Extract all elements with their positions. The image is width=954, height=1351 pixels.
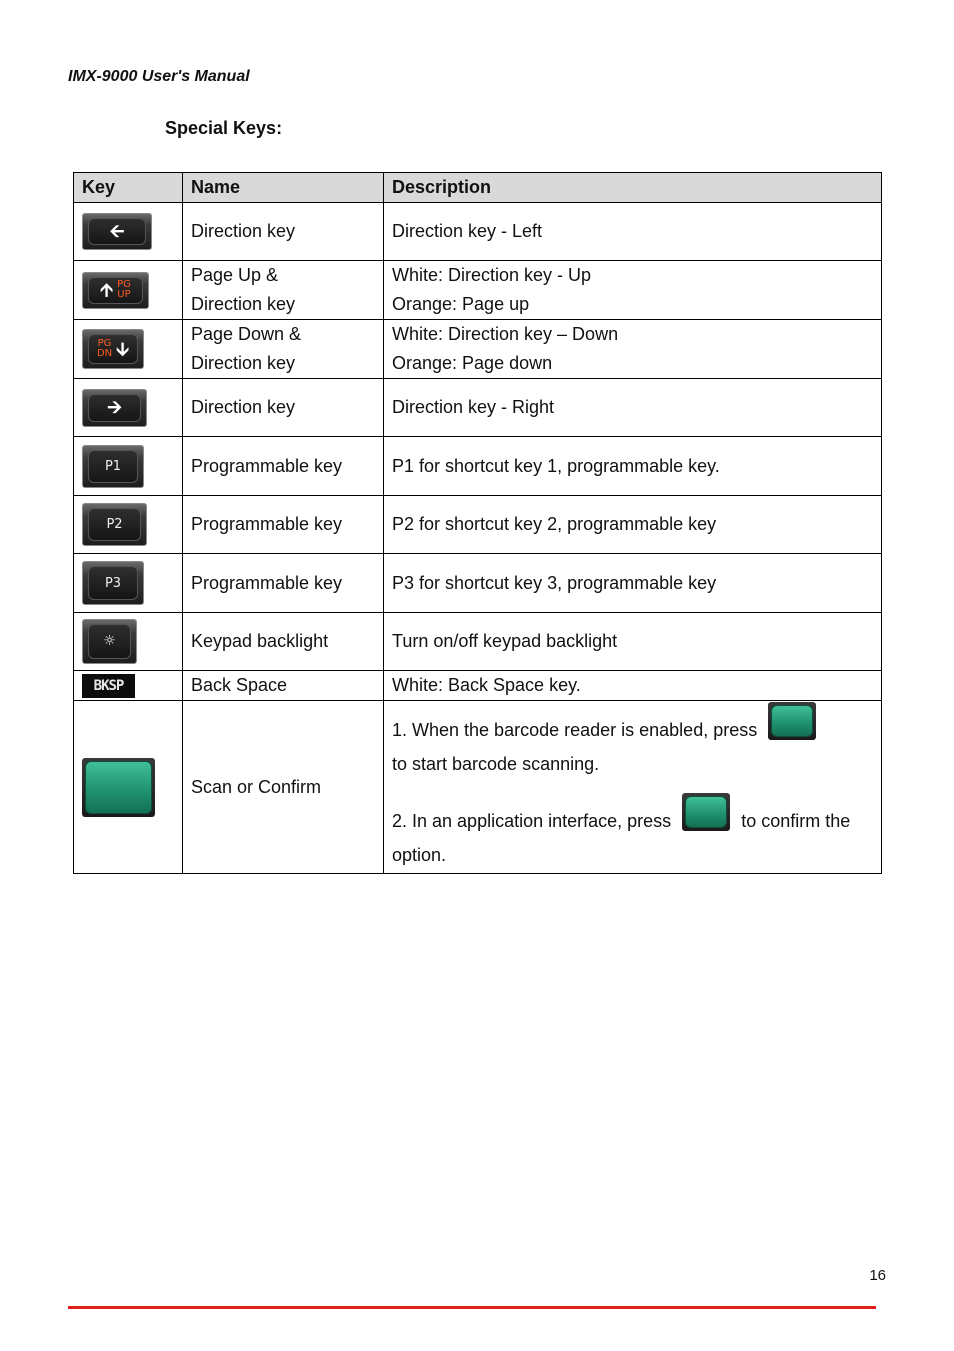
key-name: Back Space: [191, 675, 288, 695]
scan-key-icon: [82, 758, 155, 817]
key-cell: [74, 671, 183, 701]
description-cell: [384, 203, 882, 261]
backspace-key-icon: BKSP: [82, 674, 135, 698]
key-description: Direction key - Right: [392, 397, 555, 417]
key-description: Orange: Page down: [392, 353, 553, 373]
key-name: Keypad backlight: [191, 631, 329, 651]
key-cell: [74, 261, 183, 320]
table-row: [74, 613, 882, 671]
scan-description-2: 2. In an application interface, press to confirm the option.: [392, 793, 873, 872]
key-description: White: Direction key – Down: [392, 324, 619, 344]
page-up-key-icon: 🡩 PG UP: [82, 272, 149, 309]
table-header-row: [74, 173, 882, 203]
name-cell: [183, 613, 384, 671]
description-cell: [384, 701, 882, 874]
key-name: Page Up &: [191, 265, 279, 285]
footer-rule: [68, 1306, 876, 1309]
description-cell: [384, 671, 882, 701]
key-description: White: Direction key - Up: [392, 265, 592, 285]
description-cell: [384, 437, 882, 496]
key-description: Orange: Page up: [392, 294, 530, 314]
key-description: Direction key - Left: [392, 221, 543, 241]
description-cell: [384, 496, 882, 554]
name-cell: [183, 701, 384, 874]
key-cell: [74, 203, 183, 261]
table-row: [74, 261, 882, 320]
key-name: Programmable key: [191, 455, 343, 476]
key-name: Direction key: [191, 397, 296, 417]
key-cell: [74, 554, 183, 613]
key-description: P1 for shortcut key 1, programmable key.: [392, 455, 720, 476]
table-row: [74, 203, 882, 261]
key-name: Programmable key: [191, 572, 343, 593]
table-row: [74, 554, 882, 613]
key-cell: [74, 701, 183, 874]
description-cell: [384, 613, 882, 671]
description-cell: [384, 554, 882, 613]
column-header-description: Description: [384, 173, 882, 203]
right-arrow-key-icon: 🡪: [82, 389, 147, 427]
key-description: White: Back Space key.: [392, 675, 581, 695]
table-row: [74, 379, 882, 437]
column-header-key: Key: [74, 173, 183, 203]
name-cell: [183, 496, 384, 554]
page-down-key-icon: PG DN 🡫: [82, 329, 144, 369]
name-cell: [183, 671, 384, 701]
scan-description-1: 1. When the barcode reader is enabled, press to start barcode scanning.: [392, 702, 873, 781]
scan-key-icon: [682, 793, 730, 831]
table-row: [74, 320, 882, 379]
name-cell: [183, 203, 384, 261]
key-cell: [74, 379, 183, 437]
scan-key-icon: [768, 702, 816, 740]
name-cell: [183, 379, 384, 437]
name-cell: [183, 320, 384, 379]
key-name: Scan or Confirm: [191, 776, 322, 797]
table-row: [74, 437, 882, 496]
column-header-name: Name: [183, 173, 384, 203]
key-cell: [74, 320, 183, 379]
key-description: P3 for shortcut key 3, programmable key: [392, 572, 717, 593]
section-title: Special Keys:: [165, 118, 283, 138]
key-name: Direction key: [191, 294, 296, 314]
table-row: [74, 701, 882, 874]
key-name: Page Down &: [191, 324, 302, 344]
description-cell: [384, 379, 882, 437]
page-number: 16: [869, 1267, 886, 1284]
key-name: Programmable key: [191, 514, 343, 534]
running-header: IMX-9000 User's Manual: [68, 68, 250, 85]
key-description: Turn on/off keypad backlight: [392, 631, 618, 651]
key-cell: [74, 613, 183, 671]
p3-key-icon: P3: [82, 561, 144, 605]
description-cell: [384, 261, 882, 320]
description-cell: [384, 320, 882, 379]
key-name: Direction key: [191, 221, 296, 241]
table-row: [74, 671, 882, 701]
key-cell: [74, 496, 183, 554]
backlight-key-icon: ☼: [82, 619, 137, 664]
table-row: [74, 496, 882, 554]
p2-key-icon: P2: [82, 503, 147, 546]
p1-key-icon: P1: [82, 445, 144, 488]
left-arrow-key-icon: 🡨: [82, 213, 152, 250]
key-description: P2 for shortcut key 2, programmable key: [392, 514, 717, 534]
key-name: Direction key: [191, 353, 296, 373]
name-cell: [183, 554, 384, 613]
key-cell: [74, 437, 183, 496]
name-cell: [183, 261, 384, 320]
name-cell: [183, 437, 384, 496]
special-keys-table: [73, 172, 882, 874]
